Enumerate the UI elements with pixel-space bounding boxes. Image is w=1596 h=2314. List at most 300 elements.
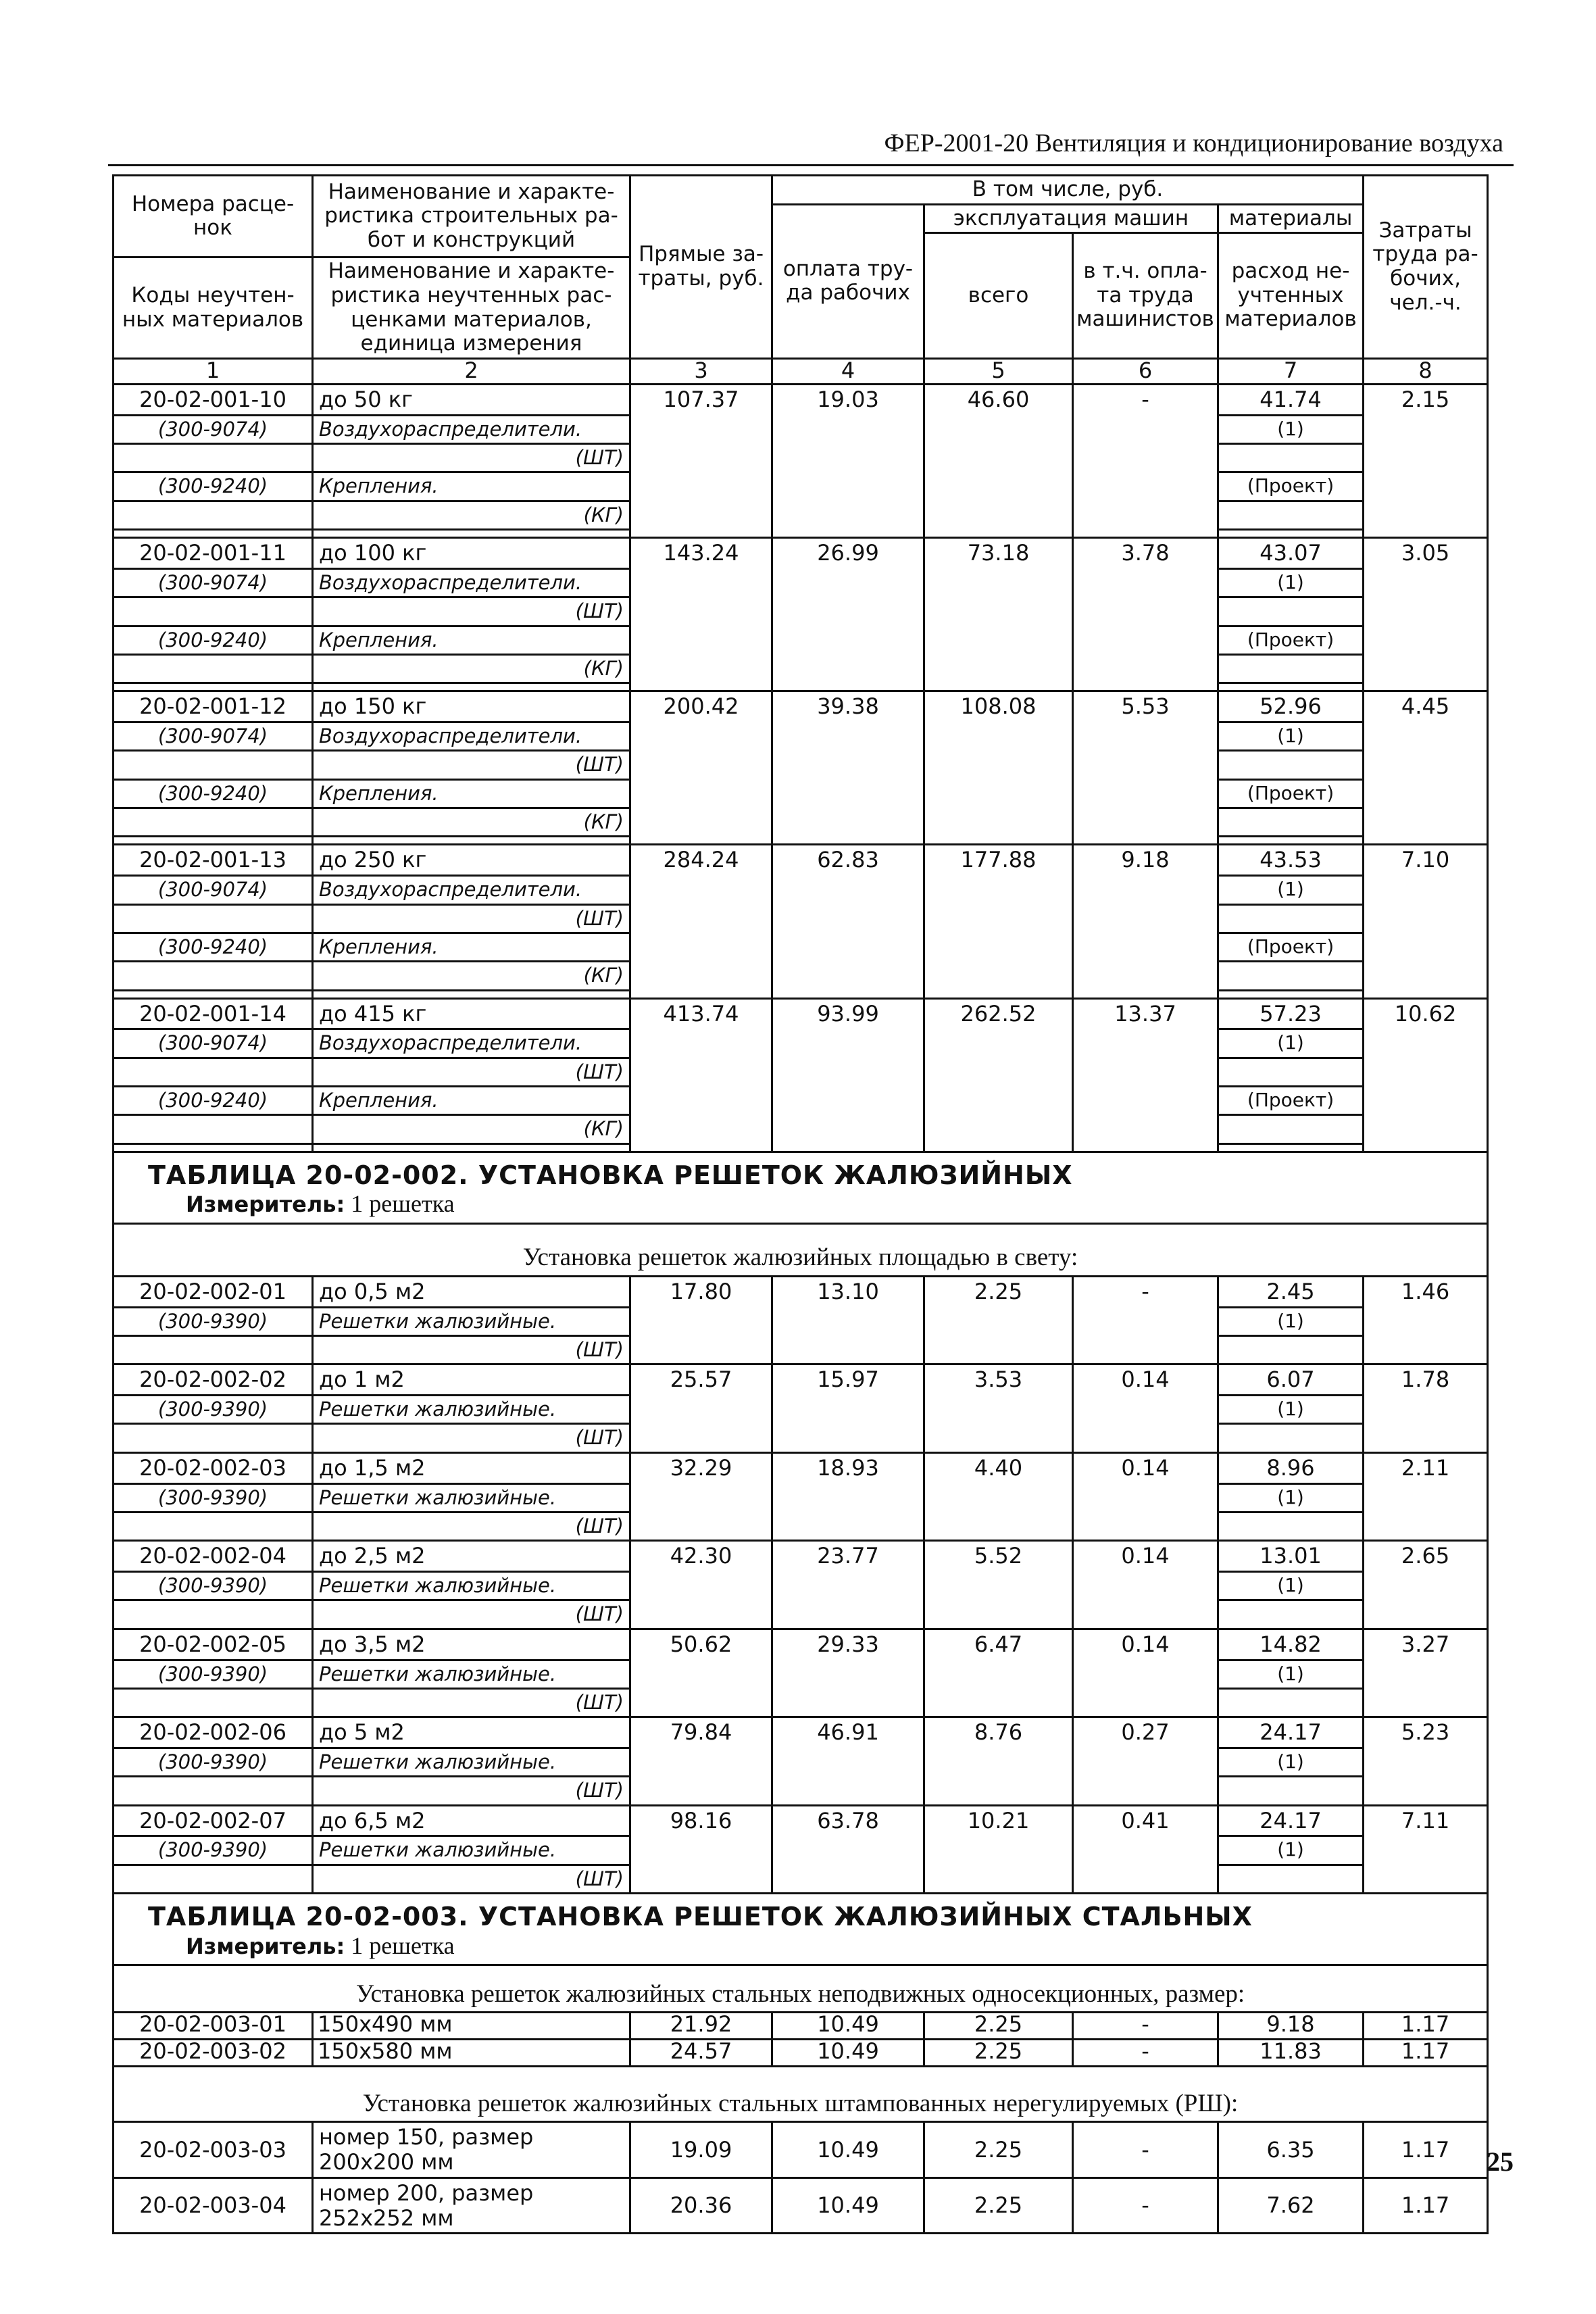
material-code: (300-9240) xyxy=(114,1087,313,1115)
material-name: Решетки жалюзийные. xyxy=(313,1483,630,1512)
empty-cell xyxy=(114,1335,313,1364)
column-numbers-row xyxy=(114,358,1488,384)
labor-pay: 13.10 xyxy=(772,1276,924,1364)
table-001-body xyxy=(114,384,1488,1152)
empty-cell xyxy=(114,501,313,529)
material-code: (300-9240) xyxy=(114,472,313,501)
labor-cost: 1.17 xyxy=(1364,2013,1488,2040)
table-row xyxy=(114,2122,1488,2178)
materials-value: 6.07 xyxy=(1218,1364,1364,1396)
machine-total: 2.25 xyxy=(924,2122,1073,2178)
empty-cell xyxy=(114,1424,313,1452)
table-row xyxy=(114,1717,1488,1748)
materials-value: 24.17 xyxy=(1218,1805,1364,1836)
empty-cell xyxy=(114,443,313,472)
material-code: (300-9390) xyxy=(114,1396,313,1424)
material-unit: (КГ) xyxy=(313,1115,630,1143)
table-row xyxy=(114,845,1488,876)
header-material-codes: Коды неучтен-ных материалов xyxy=(114,257,313,359)
empty-cell xyxy=(114,1688,313,1717)
empty-cell xyxy=(114,530,313,538)
material-name: Крепления. xyxy=(313,779,630,808)
material-name: Воздухораспределители. xyxy=(313,568,630,597)
material-quantity: (1) xyxy=(1218,1660,1364,1688)
col-number: 6 xyxy=(1073,358,1218,384)
table-003-group1-title: Установка решеток жалюзийных стальных неподвижных односекционных, размер: xyxy=(114,1965,1488,2013)
empty-cell xyxy=(1218,1865,1364,1893)
material-quantity: (1) xyxy=(1218,415,1364,443)
machine-total: 6.47 xyxy=(924,1629,1073,1717)
labor-cost: 7.10 xyxy=(1364,845,1488,998)
machine-total: 5.52 xyxy=(924,1541,1073,1629)
labor-pay: 15.97 xyxy=(772,1364,924,1452)
machinist-pay: 0.14 xyxy=(1073,1364,1218,1452)
work-name: до 0,5 м2 xyxy=(313,1276,630,1307)
work-name: номер 200, размер 252х252 мм xyxy=(313,2177,630,2234)
material-code: (300-9390) xyxy=(114,1836,313,1865)
empty-cell xyxy=(1218,904,1364,933)
machine-total: 2.25 xyxy=(924,2040,1073,2067)
direct-costs: 24.57 xyxy=(630,2040,772,2067)
empty-cell xyxy=(114,837,313,845)
table-row xyxy=(114,384,1488,415)
empty-cell xyxy=(313,990,630,998)
materials-value: 43.53 xyxy=(1218,845,1364,876)
material-name: Решетки жалюзийные. xyxy=(313,1836,630,1865)
empty-cell xyxy=(313,1143,630,1152)
empty-cell xyxy=(114,1512,313,1540)
table-003-group2-body xyxy=(114,2122,1488,2234)
table-003-title-cell xyxy=(114,1894,1488,1965)
labor-pay: 39.38 xyxy=(772,691,924,845)
empty-cell xyxy=(1218,1777,1364,1805)
header-machine-operation: эксплуатация машин xyxy=(924,204,1218,233)
empty-cell xyxy=(1218,837,1364,845)
empty-cell xyxy=(1218,501,1364,529)
empty-cell xyxy=(114,597,313,626)
empty-cell xyxy=(1218,1688,1364,1717)
running-header: ФЕР-2001-20 Вентиляция и кондиционирование воздуха xyxy=(884,129,1503,157)
table-row xyxy=(114,1805,1488,1836)
material-name: Воздухораспределители. xyxy=(313,1029,630,1058)
table-row xyxy=(114,2040,1488,2067)
table-003-measure xyxy=(148,1932,1472,1960)
labor-cost: 10.62 xyxy=(1364,998,1488,1152)
material-note: (Проект) xyxy=(1218,472,1364,501)
header-machinist-pay: в т.ч. опла-та труда машинистов xyxy=(1073,233,1218,359)
machinist-pay: 0.14 xyxy=(1073,1541,1218,1629)
work-name: до 3,5 м2 xyxy=(313,1629,630,1660)
empty-cell xyxy=(114,990,313,998)
machinist-pay: 0.14 xyxy=(1073,1452,1218,1540)
material-name: Решетки жалюзийные. xyxy=(313,1396,630,1424)
rate-code: 20-02-002-01 xyxy=(114,1276,313,1307)
header-including: В том числе, руб. xyxy=(772,176,1364,205)
materials-value: 11.83 xyxy=(1218,2040,1364,2067)
empty-cell xyxy=(1218,1600,1364,1629)
materials-value: 24.17 xyxy=(1218,1717,1364,1748)
work-name: 150х580 мм xyxy=(313,2040,630,2067)
machinist-pay: - xyxy=(1073,384,1218,537)
materials-value: 41.74 xyxy=(1218,384,1364,415)
empty-cell xyxy=(114,1600,313,1629)
work-name: до 150 кг xyxy=(313,691,630,722)
empty-cell xyxy=(313,683,630,691)
material-code: (300-9390) xyxy=(114,1307,313,1335)
material-name: Воздухораспределители. xyxy=(313,415,630,443)
labor-pay: 19.03 xyxy=(772,384,924,537)
materials-value: 8.96 xyxy=(1218,1452,1364,1483)
material-name: Решетки жалюзийные. xyxy=(313,1572,630,1600)
direct-costs: 50.62 xyxy=(630,1629,772,1717)
table-002-title: ТАБЛИЦА 20-02-002. УСТАНОВКА РЕШЕТОК ЖАЛЮЗИЙНЫХ xyxy=(148,1160,1073,1190)
material-quantity: (1) xyxy=(1218,1572,1364,1600)
machine-total: 3.53 xyxy=(924,1364,1073,1452)
labor-cost: 3.05 xyxy=(1364,538,1488,691)
rate-code: 20-02-002-07 xyxy=(114,1805,313,1836)
table-003-group1-body xyxy=(114,2013,1488,2067)
direct-costs: 19.09 xyxy=(630,2122,772,2178)
direct-costs: 17.80 xyxy=(630,1276,772,1364)
labor-pay: 10.49 xyxy=(772,2013,924,2040)
rate-code: 20-02-001-13 xyxy=(114,845,313,876)
direct-costs: 25.57 xyxy=(630,1364,772,1452)
material-unit: (ШТ) xyxy=(313,443,630,472)
machine-total: 262.52 xyxy=(924,998,1073,1152)
materials-value: 2.45 xyxy=(1218,1276,1364,1307)
direct-costs: 107.37 xyxy=(630,384,772,537)
material-quantity: (1) xyxy=(1218,1307,1364,1335)
empty-cell xyxy=(1218,1115,1364,1143)
header-labor-pay: оплата тру-да рабочих xyxy=(772,204,924,358)
empty-cell xyxy=(1218,443,1364,472)
table-row xyxy=(114,998,1488,1029)
table-row xyxy=(114,2013,1488,2040)
rate-code: 20-02-003-04 xyxy=(114,2177,313,2234)
direct-costs: 200.42 xyxy=(630,691,772,845)
material-quantity: (1) xyxy=(1218,1483,1364,1512)
machine-total: 73.18 xyxy=(924,538,1073,691)
material-unit: (ШТ) xyxy=(313,1600,630,1629)
machinist-pay: 0.14 xyxy=(1073,1629,1218,1717)
table-row xyxy=(114,1364,1488,1396)
page-number: 25 xyxy=(1487,2146,1514,2177)
labor-cost: 2.65 xyxy=(1364,1541,1488,1629)
table-row xyxy=(114,1276,1488,1307)
empty-cell xyxy=(114,751,313,779)
labor-pay: 10.49 xyxy=(772,2040,924,2067)
table-003-header xyxy=(114,1894,1488,2013)
machine-total: 2.25 xyxy=(924,1276,1073,1364)
col-number: 4 xyxy=(772,358,924,384)
empty-cell xyxy=(114,1115,313,1143)
direct-costs: 284.24 xyxy=(630,845,772,998)
empty-cell xyxy=(313,530,630,538)
rate-code: 20-02-002-05 xyxy=(114,1629,313,1660)
material-code: (300-9390) xyxy=(114,1748,313,1777)
empty-cell xyxy=(1218,530,1364,538)
empty-cell xyxy=(114,654,313,683)
empty-cell xyxy=(1218,1424,1364,1452)
rate-code: 20-02-003-02 xyxy=(114,2040,313,2067)
material-code: (300-9240) xyxy=(114,779,313,808)
material-unit: (КГ) xyxy=(313,962,630,990)
machinist-pay: 0.27 xyxy=(1073,1717,1218,1805)
material-code: (300-9240) xyxy=(114,626,313,654)
header-direct-costs: Прямые за-траты, руб. xyxy=(630,176,772,359)
labor-cost: 7.11 xyxy=(1364,1805,1488,1893)
material-unit: (ШТ) xyxy=(313,1512,630,1540)
empty-cell xyxy=(114,1865,313,1893)
material-unit: (ШТ) xyxy=(313,1058,630,1086)
work-name: до 6,5 м2 xyxy=(313,1805,630,1836)
material-note: (Проект) xyxy=(1218,1087,1364,1115)
direct-costs: 21.92 xyxy=(630,2013,772,2040)
empty-cell xyxy=(114,904,313,933)
labor-pay: 29.33 xyxy=(772,1629,924,1717)
material-quantity: (1) xyxy=(1218,1836,1364,1865)
machine-total: 177.88 xyxy=(924,845,1073,998)
empty-cell xyxy=(1218,1512,1364,1540)
machinist-pay: 13.37 xyxy=(1073,998,1218,1152)
labor-cost: 4.45 xyxy=(1364,691,1488,845)
direct-costs: 20.36 xyxy=(630,2177,772,2234)
material-name: Воздухораспределители. xyxy=(313,722,630,750)
measure-label: Измеритель: xyxy=(186,1933,345,1959)
material-code: (300-9074) xyxy=(114,1029,313,1058)
table-row xyxy=(114,1452,1488,1483)
rate-code: 20-02-002-02 xyxy=(114,1364,313,1396)
machine-total: 8.76 xyxy=(924,1717,1073,1805)
table-row xyxy=(114,691,1488,722)
machinist-pay: 5.53 xyxy=(1073,691,1218,845)
labor-pay: 23.77 xyxy=(772,1541,924,1629)
material-unit: (ШТ) xyxy=(313,1865,630,1893)
material-unit: (КГ) xyxy=(313,501,630,529)
empty-cell xyxy=(114,683,313,691)
machinist-pay: - xyxy=(1073,2013,1218,2040)
empty-cell xyxy=(1218,683,1364,691)
empty-cell xyxy=(1218,808,1364,837)
material-unit: (ШТ) xyxy=(313,904,630,933)
materials-value: 13.01 xyxy=(1218,1541,1364,1572)
empty-cell xyxy=(114,808,313,837)
header-material-name: Наименование и характе-ристика неучтенных рас-ценками материалов, единица измерения xyxy=(313,257,630,359)
material-quantity: (1) xyxy=(1218,1748,1364,1777)
materials-value: 14.82 xyxy=(1218,1629,1364,1660)
material-quantity: (1) xyxy=(1218,876,1364,904)
material-unit: (ШТ) xyxy=(313,597,630,626)
col-number: 2 xyxy=(313,358,630,384)
table-002-title-cell xyxy=(114,1152,1488,1223)
empty-cell xyxy=(1218,1143,1364,1152)
work-name: до 1,5 м2 xyxy=(313,1452,630,1483)
machine-total: 10.21 xyxy=(924,1805,1073,1893)
work-name: до 1 м2 xyxy=(313,1364,630,1396)
table-002-measure xyxy=(148,1190,1472,1218)
labor-pay: 10.49 xyxy=(772,2122,924,2178)
empty-cell xyxy=(1218,1058,1364,1086)
labor-cost: 1.17 xyxy=(1364,2122,1488,2178)
empty-cell xyxy=(114,1777,313,1805)
table-row xyxy=(114,538,1488,569)
labor-cost: 2.15 xyxy=(1364,384,1488,537)
materials-value: 6.35 xyxy=(1218,2122,1364,2178)
rate-code: 20-02-001-11 xyxy=(114,538,313,569)
material-unit: (ШТ) xyxy=(313,751,630,779)
machine-total: 46.60 xyxy=(924,384,1073,537)
labor-cost: 1.46 xyxy=(1364,1276,1488,1364)
material-quantity: (1) xyxy=(1218,568,1364,597)
table-003-group2-title: Установка решеток жалюзийных стальных штампованных нерегулируемых (РШ): xyxy=(114,2067,1488,2122)
materials-value: 9.18 xyxy=(1218,2013,1364,2040)
machine-total: 2.25 xyxy=(924,2013,1073,2040)
labor-pay: 93.99 xyxy=(772,998,924,1152)
material-quantity: (1) xyxy=(1218,1396,1364,1424)
empty-cell xyxy=(114,1058,313,1086)
material-name: Крепления. xyxy=(313,472,630,501)
empty-cell xyxy=(313,837,630,845)
direct-costs: 98.16 xyxy=(630,1805,772,1893)
machinist-pay: - xyxy=(1073,2122,1218,2178)
labor-pay: 26.99 xyxy=(772,538,924,691)
material-unit: (ШТ) xyxy=(313,1777,630,1805)
rate-code: 20-02-001-12 xyxy=(114,691,313,722)
table-002-group-title: Установка решеток жалюзийных площадью в свету: xyxy=(114,1223,1488,1276)
labor-pay: 10.49 xyxy=(772,2177,924,2234)
work-name: до 100 кг xyxy=(313,538,630,569)
table-003-group2-header xyxy=(114,2067,1488,2122)
materials-value: 57.23 xyxy=(1218,998,1364,1029)
labor-cost: 3.27 xyxy=(1364,1629,1488,1717)
materials-value: 43.07 xyxy=(1218,538,1364,569)
labor-cost: 1.17 xyxy=(1364,2040,1488,2067)
machinist-pay: 0.41 xyxy=(1073,1805,1218,1893)
table-row xyxy=(114,2177,1488,2234)
labor-cost: 1.17 xyxy=(1364,2177,1488,2234)
machinist-pay: - xyxy=(1073,2040,1218,2067)
header-rule xyxy=(108,164,1514,166)
col-number: 8 xyxy=(1364,358,1488,384)
table-row xyxy=(114,1541,1488,1572)
material-unit: (КГ) xyxy=(313,654,630,683)
work-name: до 415 кг xyxy=(313,998,630,1029)
material-quantity: (1) xyxy=(1218,1029,1364,1058)
direct-costs: 143.24 xyxy=(630,538,772,691)
work-name: до 5 м2 xyxy=(313,1717,630,1748)
col-number: 5 xyxy=(924,358,1073,384)
col-number: 1 xyxy=(114,358,313,384)
header-rate-numbers: Номера расце-нок xyxy=(114,176,313,257)
empty-cell xyxy=(1218,654,1364,683)
labor-pay: 63.78 xyxy=(772,1805,924,1893)
material-code: (300-9390) xyxy=(114,1572,313,1600)
header-work-name: Наименование и характе-ристика строительных ра-бот и конструкций xyxy=(313,176,630,257)
empty-cell xyxy=(1218,990,1364,998)
empty-cell xyxy=(114,1143,313,1152)
rate-code: 20-02-002-04 xyxy=(114,1541,313,1572)
material-unit: (ШТ) xyxy=(313,1688,630,1717)
material-name: Решетки жалюзийные. xyxy=(313,1748,630,1777)
empty-cell xyxy=(1218,1335,1364,1364)
direct-costs: 42.30 xyxy=(630,1541,772,1629)
work-name: до 2,5 м2 xyxy=(313,1541,630,1572)
direct-costs: 32.29 xyxy=(630,1452,772,1540)
table-002-header xyxy=(114,1152,1488,1276)
material-code: (300-9074) xyxy=(114,415,313,443)
material-code: (300-9390) xyxy=(114,1660,313,1688)
measure-label: Измеритель: xyxy=(186,1191,345,1218)
work-name: номер 150, размер 200х200 мм xyxy=(313,2122,630,2178)
machinist-pay: 9.18 xyxy=(1073,845,1218,998)
rate-code: 20-02-003-01 xyxy=(114,2013,313,2040)
col-number: 7 xyxy=(1218,358,1364,384)
machinist-pay: - xyxy=(1073,2177,1218,2234)
material-quantity: (1) xyxy=(1218,722,1364,750)
empty-cell xyxy=(1218,597,1364,626)
labor-pay: 46.91 xyxy=(772,1717,924,1805)
labor-pay: 18.93 xyxy=(772,1452,924,1540)
material-unit: (ШТ) xyxy=(313,1335,630,1364)
rate-code: 20-02-003-03 xyxy=(114,2122,313,2178)
material-note: (Проект) xyxy=(1218,779,1364,808)
machine-total: 4.40 xyxy=(924,1452,1073,1540)
measure-value: 1 решетка xyxy=(351,1190,455,1218)
empty-cell xyxy=(114,962,313,990)
work-name: 150х490 мм xyxy=(313,2013,630,2040)
material-name: Решетки жалюзийные. xyxy=(313,1307,630,1335)
header-materials: материалы xyxy=(1218,204,1364,233)
rate-code: 20-02-002-06 xyxy=(114,1717,313,1748)
empty-cell xyxy=(1218,751,1364,779)
direct-costs: 413.74 xyxy=(630,998,772,1152)
rate-code: 20-02-002-03 xyxy=(114,1452,313,1483)
material-code: (300-9074) xyxy=(114,722,313,750)
machine-total: 108.08 xyxy=(924,691,1073,845)
work-name: до 50 кг xyxy=(313,384,630,415)
table-002-body xyxy=(114,1276,1488,1893)
material-code: (300-9074) xyxy=(114,568,313,597)
measure-value: 1 решетка xyxy=(351,1931,455,1959)
header-unaccounted-materials: расход не-учтенных материалов xyxy=(1218,233,1364,359)
material-unit: (ШТ) xyxy=(313,1424,630,1452)
material-name: Крепления. xyxy=(313,933,630,961)
labor-cost: 5.23 xyxy=(1364,1717,1488,1805)
material-name: Решетки жалюзийные. xyxy=(313,1660,630,1688)
work-name: до 250 кг xyxy=(313,845,630,876)
machine-total: 2.25 xyxy=(924,2177,1073,2234)
labor-cost: 2.11 xyxy=(1364,1452,1488,1540)
material-code: (300-9390) xyxy=(114,1483,313,1512)
material-name: Крепления. xyxy=(313,626,630,654)
material-code: (300-9074) xyxy=(114,876,313,904)
labor-pay: 62.83 xyxy=(772,845,924,998)
materials-value: 52.96 xyxy=(1218,691,1364,722)
machinist-pay: 3.78 xyxy=(1073,538,1218,691)
materials-value: 7.62 xyxy=(1218,2177,1364,2234)
rate-table xyxy=(112,174,1489,2234)
direct-costs: 79.84 xyxy=(630,1717,772,1805)
material-name: Крепления. xyxy=(313,1087,630,1115)
rate-code: 20-02-001-10 xyxy=(114,384,313,415)
header-machine-total: всего xyxy=(924,233,1073,359)
machinist-pay: - xyxy=(1073,1276,1218,1364)
material-note: (Проект) xyxy=(1218,626,1364,654)
rate-code: 20-02-001-14 xyxy=(114,998,313,1029)
table-header xyxy=(114,176,1488,385)
labor-cost: 1.78 xyxy=(1364,1364,1488,1452)
table-003-title: ТАБЛИЦА 20-02-003. УСТАНОВКА РЕШЕТОК ЖАЛЮЗИЙНЫХ СТАЛЬНЫХ xyxy=(148,1902,1253,1932)
